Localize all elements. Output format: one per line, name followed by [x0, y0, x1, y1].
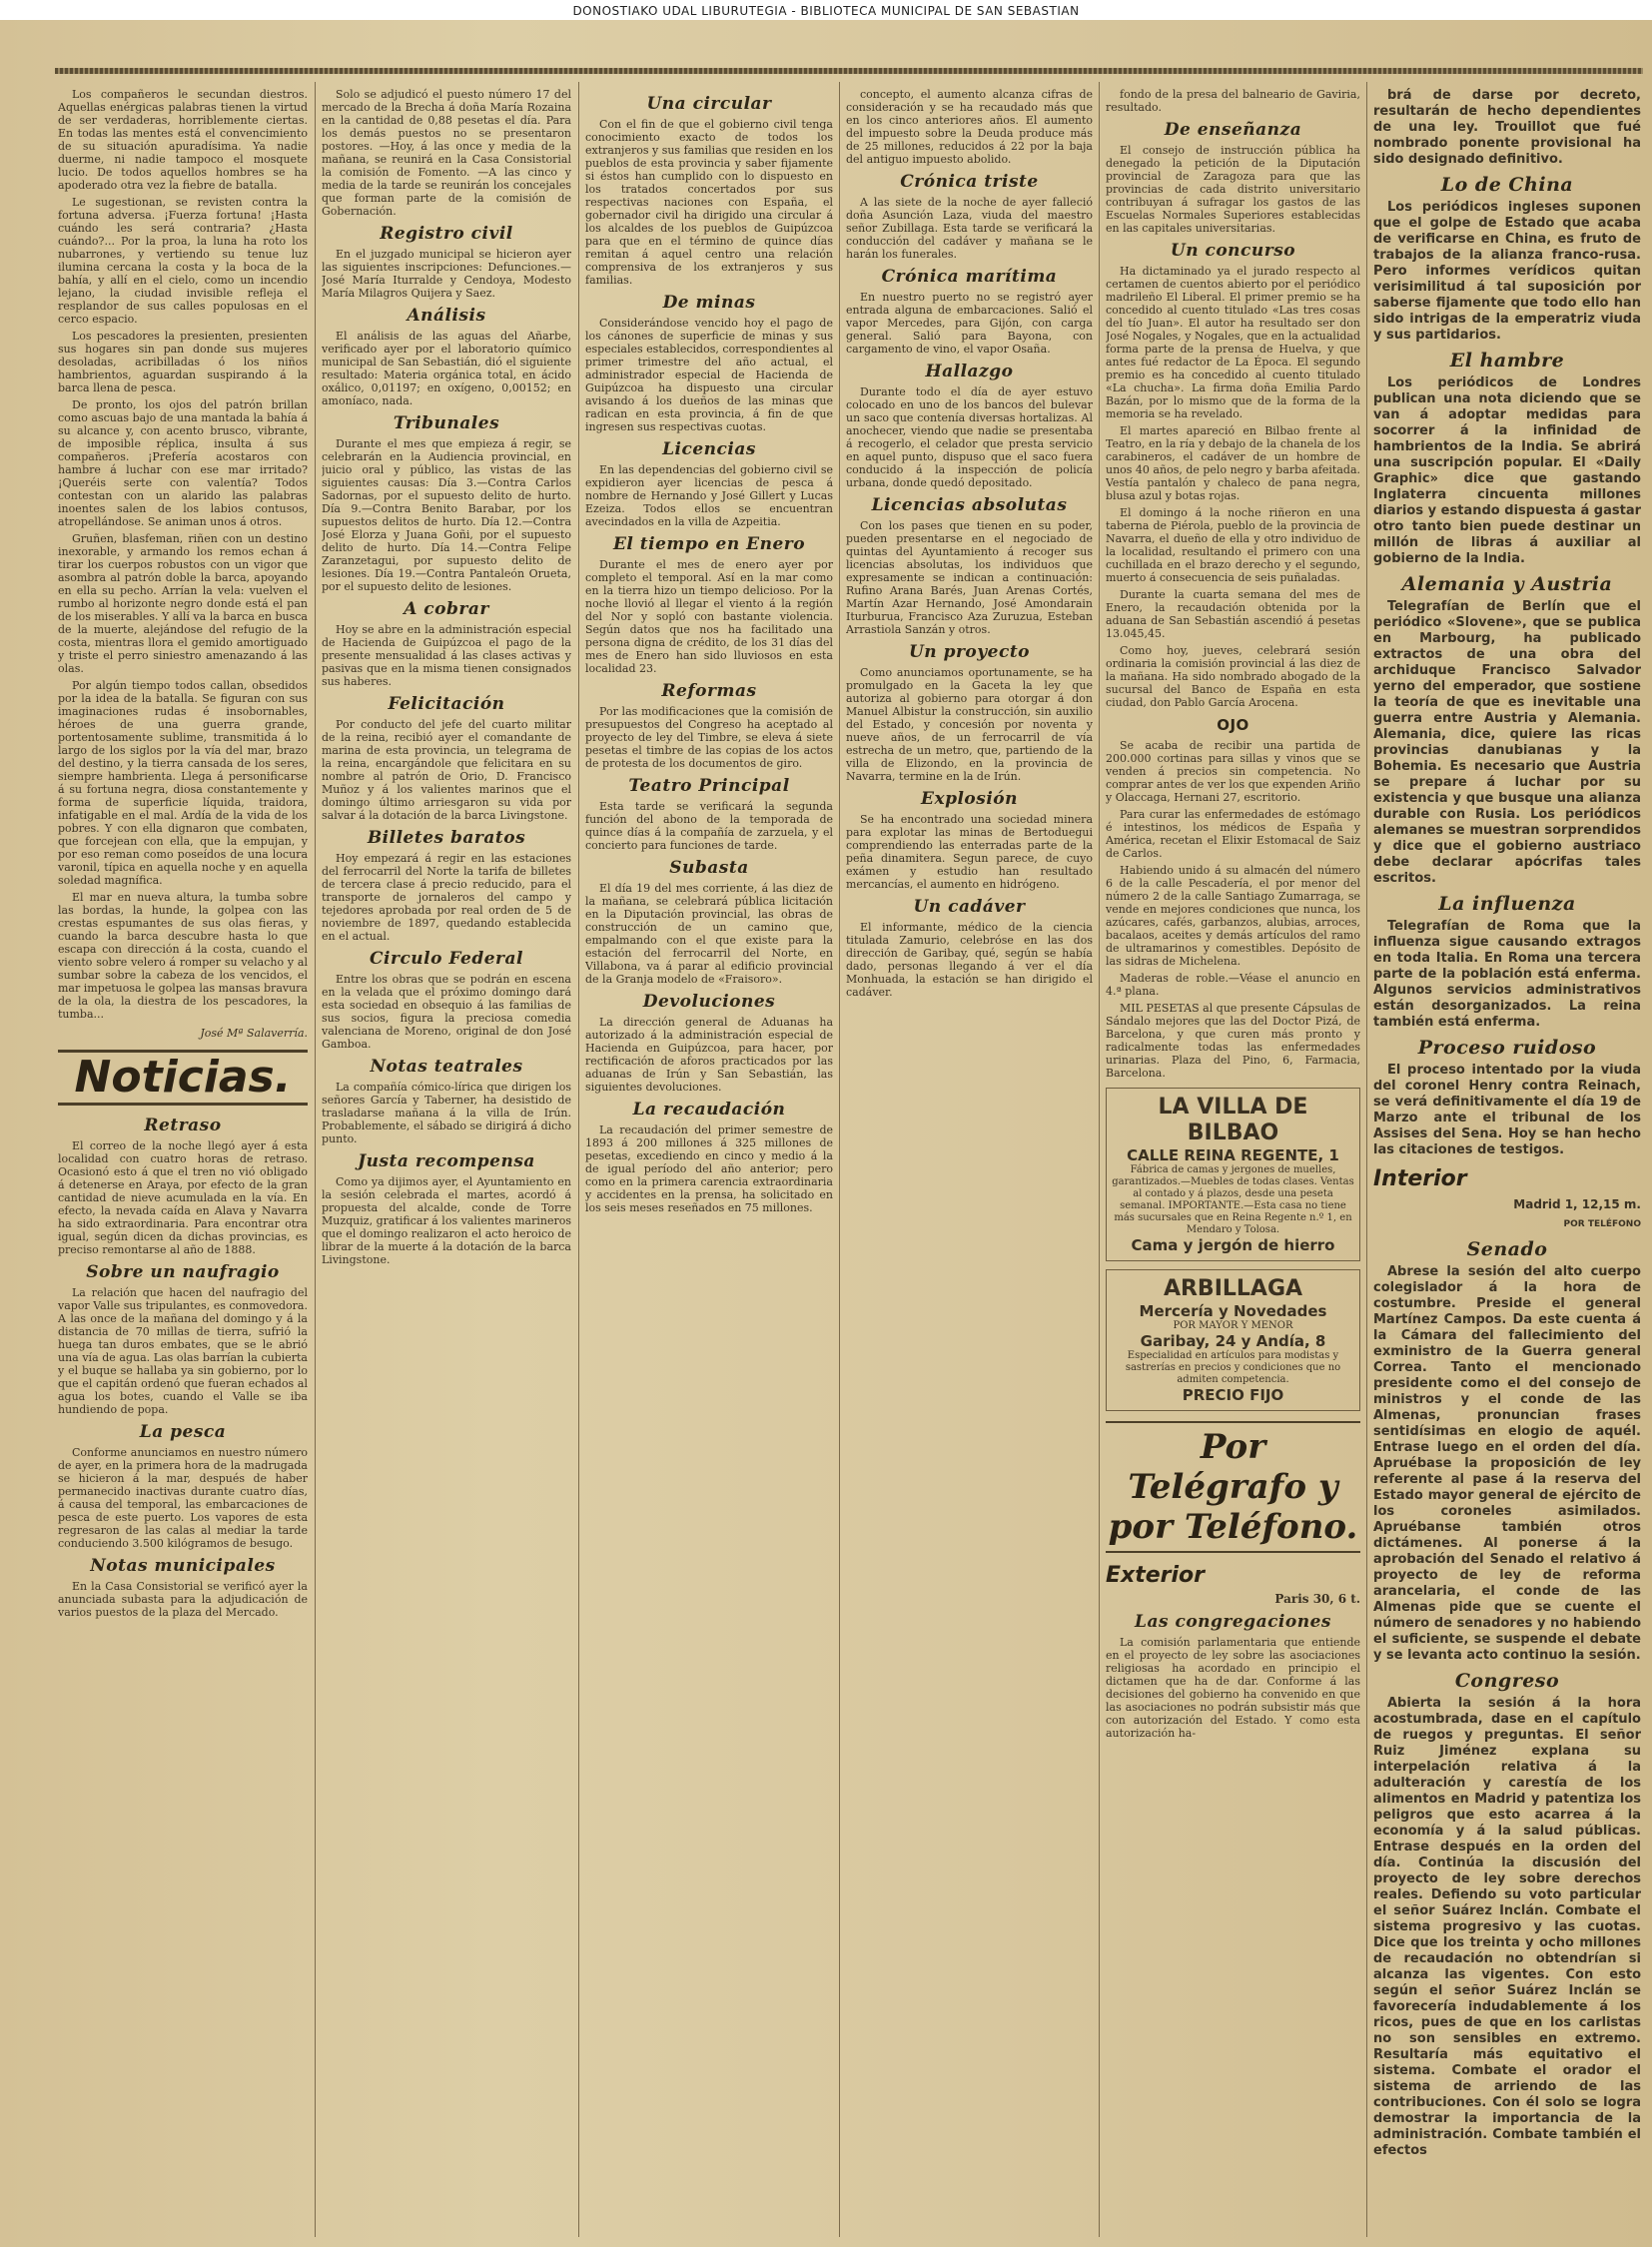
article-analisis: El análisis de las aguas del Añarbe, verificado ayer por el laboratorio químico municipal de San Sebastián, dió el siguiente resultado: Materia orgánica total, en ácido oxálico, 0,01197; en oxígeno, 0,00152; en amoníaco, nada. — [322, 330, 571, 407]
article-congreso: Abierta la sesión á la hora acostumbrada, dase en el capítulo de ruegos y preguntas. El señor Ruiz Jiménez explana su interpelación relativa á la adulteración y carestía de los alimentos en Madrid y patentiza los peligros que esto acarrea á la economía y á la salud públicas. Entrase después en la orden del día. Continúa la discusión del proyecto de ley sobre derechos reales. Defiendo su voto particular el señor Suárez Inclán. Combate el sistema progresivo y las cuotas. Dice que los treinta y ocho millones de recaudación no obtendrían si alcanza las vigentes. Con esto según el señor Suárez Inclán se favorecería indudablemente á los ricos, pues de que en los carlistas no son sensibles en extremo. Resultaría más equitativo el sistema. Combate el orador el sistema de arriendo de las contribuciones. Con él solo se logra demostrar la importancia de la administración. Combate también el efectos — [1373, 1696, 1641, 2158]
column-rule — [1099, 82, 1100, 2237]
article-reformas: Por las modificaciones que la comisión de presupuestos del Congreso ha aceptado al proyecto de ley del Timbre, se eleva á siete pesetas el timbre de las copias de los actos de protesta de los documentos de giro. — [585, 705, 833, 770]
headline-tribunales: Tribunales — [393, 413, 500, 433]
article-un-proyecto: Como anunciamos oportunamente, se ha promulgado en la Gaceta la ley que autoriza al gobierno para otorgar á don Manuel Albistur la construcción, sin auxilio del Estado, y concesión por noventa y nueve años, de un ferrocarril de vía estrecha de un metro, que, partiendo de la villa de Elizondo, en la provincia de Navarra, termine en la de Irún. — [846, 666, 1093, 783]
column-rule — [839, 82, 840, 2237]
headline-notas-teatrales: Notas teatrales — [370, 1057, 523, 1077]
headline-circulo: Circulo Federal — [370, 949, 523, 969]
article-concurso: Ha dictaminado ya el jurado respecto al certamen de cuentos abierto por el periódico madrileño El Liberal. El primer premio se ha concedido al cuento titulado «Las tres cosas del tío Juan». El autor ha resultado ser don José Nogales, y Nogales, que en la actualidad forma parte de la prensa de Huelva, y que antes fué redactor de La Época. El segundo premio es ha concedido al cuento titulado «La chucha». La firma doña Emilia Pardo Bazán, por lo mismo que de la forma de la memoria se ha revelado. — [1106, 265, 1360, 420]
article-ensenanza: El consejo de instrucción pública ha denegado la petición de la Diputación provincial de Zaragoza para que las provincias de cada distrito universitario contribuyan á sufragar los gastos de las Escuelas Normales Superiores establecidas en las capitales universitarias. — [1106, 144, 1360, 235]
column-rule — [578, 82, 579, 2237]
article-retraso: El correo de la noche llegó ayer á esta localidad con cuatro horas de retraso. Ocasionó esto á que el tren no vió obligado á detenerse en Araya, por efecto de la gran cantidad de nieve acumulada en la vía. En efecto, la nevada caída en Alava y Navarra ha sido extraordinaria. Para encontrar otra igual, según dicen da dichas provincias, es preciso remontarse al año de 1888. — [58, 1139, 308, 1256]
column-1 — [58, 88, 308, 2237]
article-felicitacion: Por conducto del jefe del cuarto militar de la reina, recibió ayer el comandante de marina de esta provincia, un telegrama de la reina, encargándole que felicitara en su nombre al patrón de Orio, D. Francisco Muñoz y á los valientes marinos que el domingo último arriesgaron su vida por salvar á la dotación de la barca Livingstone. — [322, 718, 571, 822]
headline-congregaciones: Las congregaciones — [1135, 1612, 1331, 1632]
article-hambre: Los periódicos de Londres publican una nota diciendo que se van á adoptar medidas para socorrer á la infinidad de hambrientos de la India. Se abrirá una suscripción popular. El «Daily Graphic» dice que gastando Inglaterra cincuenta millones diarios y estando dispuesta á gastar otro tanto bien puede destinar un millón de libras á auxiliar al gobierno de la India. — [1373, 375, 1641, 566]
noticias-banner: Noticias. — [58, 1050, 308, 1106]
article-cronica-maritima: En nuestro puerto no se registró ayer entrada alguna de embarcaciones. Salió el vapor Mercedes, para Gijón, con carga general. Salió para Bayona, con cargamento de vino, el vapor Osaña. — [846, 291, 1093, 356]
story-paragraph: Los compañeros le secundan diestros. Aquellas enérgicas palabras tienen la virtud de ser verdaderas, horriblemente ciertas. En todas las mentes está el convencimiento de su situación apuradísima. Ya nadie duerme, ni nadie tampoco el mosquete lucio. De todos aquellos hombres se ha apoderado otra vez la fiebre de batalla. — [58, 88, 308, 192]
article-intro: concepto, el aumento alcanza cifras de consideración y se ha recaudado más que en los cinco anteriores años. El aumento del impuesto sobre la Deuda produce más de 25 millones, reducidos á 22 por la baja del antiguo impuesto abolido. — [846, 88, 1093, 166]
section-exterior: Exterior — [1106, 1563, 1206, 1588]
headline-naufragio: Sobre un naufragio — [86, 1262, 280, 1282]
headline-pesca: La pesca — [139, 1422, 227, 1442]
article-tiempo: Durante el mes de enero ayer por completo el temporal. Así en la mar como en la tierra hizo un tiempo delicioso. Por la noche llovió al llegar el viento á la región del Nor y sopló con bastante violencia. Según datos que nos ha facilitado una persona digna de crédito, de los 31 días del mes de Enero han sido lluviosos en esta localidad 23. — [585, 558, 833, 675]
ad-villa-subtitle: CALLE REINA REGENTE, 1 — [1127, 1146, 1339, 1164]
column-4 — [846, 88, 1093, 2237]
headline-china: Lo de China — [1440, 174, 1574, 196]
ad-arbillaga-subtitle-2: POR MAYOR Y MENOR — [1173, 1320, 1293, 1331]
article-circular: Con el fin de que el gobierno civil tenga conocimiento exacto de todos los extranjeros y sus familias que residen en los pueblos de esta provincia y saber fijamente si éstos han cumplido con lo dispuesto en los tratados concertados por sus respectivas naciones con España, el gobernador civil ha dirigido una circular á los alcaldes de los pueblos de Guipúzcoa para que en el término de quince días remitan á aquel centro una relación comprensiva de los extranjeros y sus familias. — [585, 118, 833, 287]
column-5 — [1106, 88, 1360, 2237]
article-tribunales: Durante el mes que empieza á regir, se celebrarán en la Audiencia provincial, en juicio oral y público, las vistas de las siguientes causas: Día 3.—Contra Carlos Sadornas, por el supuesto delito de hurto. Día 9.—Contra Benito Barabar, por los supuestos delitos de hurto. Día 12.—Contra José Elorza y Juana Goñi, por el supuesto delito de hurto. Día 14.—Contra Felipe Zaranzetagui, por supuesto delito de lesiones. Día 19.—Contra Pantaleón Orueta, por el supuesto delito de lesiones. — [322, 437, 571, 593]
headline-senado: Senado — [1466, 1238, 1548, 1260]
ad-capsulas: MIL PESETAS al que presente Cápsulas de Sándalo mejores que las del Doctor Pizá, de Barcelona, y que curen más pronto y radicalmente todas las enfermedades urinarias. Plaza del Pino, 6, Farmacia, Barcelona. — [1106, 1002, 1360, 1080]
story-paragraph: Por algún tiempo todos callan, obsedidos por la idea de la batalla. Se figuran con sus imaginaciones rudas é insobornables, héroes de una guerra grande, portentosamente sublime, transmitida á lo largo de los siglos por la vía del mar, brazo del destino, y la tierra cansada de los seres, siempre hambrienta. Llega á personificarse á su fortuna negra, diosa constantemente y forma de superficie líquida, traidora, infatigable en el mal. Ardía de la vida de los pobres. Y con ella dignaron que combaten, que forcejean con ella, que la empujan, y por eso reman como poseídos de una locura varonil, típica en aquella noche y en aquella soledad magnífica. — [58, 679, 308, 887]
article-circulo: Entre los obras que se podrán en escena en la velada que el próximo domingo dará esta sociedad en obsequio á las familias de sus socios, figura la preciosa comedia valenciana de Moreno, original de don José Gamboa. — [322, 973, 571, 1051]
ad-villa-text: Fábrica de camas y jergones de muelles, garantizados.—Muebles de todas clases. Ventas al contado y á plazos, desde una peseta semanal. IMPORTANTE.—Esta casa no tiene más sucursales que en Reina Regente n.º 1, en Mendaro y Tolosa. — [1112, 1164, 1354, 1235]
article-recaudacion: La recaudación del primer semestre de 1893 á 200 millones á 325 millones de pesetas, excediendo en cinco y medio á la de igual período del año anterior; pero como en la primera carencia extraordinaria y accidentes en la prensa, ha solicitado en los seis meses reseñados en 75 millones. — [585, 1124, 833, 1214]
headline-felicitacion: Felicitación — [388, 694, 505, 714]
headline-teatro: Teatro Principal — [628, 776, 790, 796]
article-nombramiento: Como hoy, jueves, celebrará sesión ordinaria la comisión provincial á las diez de la mañana. Ha sido nombrado abogado de la sucursal del Banco de España en esta ciudad, don Pablo García Arocena. — [1106, 644, 1360, 709]
article-billetes: Hoy empezará á regir en las estaciones del ferrocarril del Norte la tarifa de billetes de tercera clase á precio reducido, para el transporte de jornaleros del campo y tejedores aprobada por real orden de 5 de noviembre de 1897, quedando establecida en el actual. — [322, 852, 571, 943]
article-subasta: El día 19 del mes corriente, á las diez de la mañana, se celebrará pública licitación en la Diputación provincial, las obras de construcción de un camino que, empalmando con el que existe para la estación del ferrocarril del Norte, en Villabona, va á parar al edificio provincial de la Granja modelo de «Fraisoro». — [585, 882, 833, 986]
headline-circular: Una circular — [646, 94, 772, 114]
ad-villa-de-bilbao — [1106, 1088, 1360, 1261]
library-header-band — [0, 0, 1652, 20]
headline-alemania: Alemania y Austria — [1401, 573, 1613, 595]
ad-maderas: Maderas de roble.—Véase el anuncio en 4.ª plana. — [1106, 972, 1360, 998]
headline-reformas: Reformas — [661, 681, 757, 701]
column-2 — [322, 88, 571, 2237]
story-paragraph: Le sugestionan, se revisten contra la fortuna adversa. ¡Fuerza fortuna! ¡Hasta cuándo les será contraria? ¿Hasta cuándo?... Por la proa, la luna ha roto los nubarrones, y vertiendo su tenue luz ilumina cercana la costa y la boca de la bahía, y allí en el cielo, como un incendio lejano, la ciudad invisible refleja el resplandor de sus calles populosas en el cerco espacio. — [58, 196, 308, 326]
article-congregaciones: La comisión parlamentaria que entiende en el proyecto de ley sobre las asociaciones religiosas ha acordado en principio el dictamen que ha de dar. Conforme á las decisiones del gobierno ha convenido en que las asociaciones no podrán subsistir más que con autorización del Estado. Y como esta autorización ha- — [1106, 1636, 1360, 1740]
article-pesca: Conforme anunciamos en nuestro número de ayer, en la primera hora de la madrugada se hicieron á la mar, después de haber permanecido inactivas durante cuatro días, á causa del temporal, las embarcaciones de pesca de este puerto. Los vapores de esta regresaron de las calas al mediar la tarde conduciendo 3.500 kilógramos de besugo. — [58, 1446, 308, 1550]
article-intro: brá de darse por decreto, resultarán de hecho dependientes de una ley. Trouillot que fué nombrado ponente provisional ha sido designado definitivo. — [1373, 88, 1641, 167]
ad-almacen: Habiendo unido á su almacén del número 6 de la calle Pescadería, el por menor del número 2 de la calle Santiago Zumarraga, se vende en mejores condiciones que nunca, los azúcares, cafés, garbanzos, alubias, arroces, bacalaos, aceites y demás artículos del ramo de ultramarinos y comestibles. Depósito de las sidras de Michelena. — [1106, 864, 1360, 968]
headline-explosion: Explosión — [920, 789, 1018, 809]
article-alemania: Telegrafían de Berlín que el periódico «Slovene», que se publica en Marbourg, ha publicado extractos de una obra del archiduque Francisco Salvador yerno del emperador, que sostiene la teoría de que es inevitable una guerra entre Austria y Alemania. Alemania, dice, quiere las ricas provincias danubianas y la Bohemia. Es necesario que Austria se prepare á luchar por su existencia y que busque una alianza durable con Rusia. Los periódicos alemanes se muestran sorprendidos y dice que el gobierno austriaco debe declarar apócrifas tales escritos. — [1373, 599, 1641, 886]
headline-cronica-maritima: Crónica marítima — [881, 267, 1058, 287]
article-licencias: En las dependencias del gobierno civil se expidieron ayer licencias de pesca á nombre de Hernando y José Gillert y Lucas Ezeiza. Todos ellos se encuentran avecindados en la villa de Azpeitia. — [585, 463, 833, 528]
dateline-paris: Paris 30, 6 t. — [1274, 1592, 1360, 1606]
article-notas-teatrales: La compañía cómico-lírica que dirigen los señores García y Taberner, ha desistido de trasladarse mañana á la villa de Irún. Probablemente, el sábado se dirigirá á dicho punto. — [322, 1081, 571, 1145]
headline-un-proyecto: Un proyecto — [908, 642, 1031, 662]
article-explosion: Se ha encontrado una sociedad minera para explotar las minas de Bertoduegui comprendiendo las enterradas parte de la peña dinamitera. Segun parece, de cuyo exámen y estudio han resultado mercancías, el aumento en hidrógeno. — [846, 813, 1093, 891]
headline-subasta: Subasta — [669, 858, 749, 878]
ad-elixir: Para curar las enfermedades de estómago é intestinos, los médicos de España y América, recetan el Elixir Estomacal de Saiz de Carlos. — [1106, 808, 1360, 860]
ad-arbillaga-subtitle: Mercería y Novedades — [1139, 1302, 1327, 1320]
article-devoluciones: La dirección general de Aduanas ha autorizado á la administración especial de Hacienda en Guipúzcoa, para hacer, por rectificación de aforos practicados por las aduanas de Irún y San Sebastián, las siguientes devoluciones. — [585, 1016, 833, 1094]
headline-un-cadaver: Un cadáver — [913, 897, 1026, 917]
article-un-cadaver: El informante, médico de la ciencia titulada Zamurio, celebróse en las dos dirección de Garibay, qué, según se había dado, personas llegando á ver el día Monhuada, la estación se han dirigido el cadáver. — [846, 921, 1093, 999]
headline-proceso: Proceso ruidoso — [1417, 1037, 1597, 1059]
headline-congreso: Congreso — [1454, 1670, 1560, 1692]
article-hallazgo: Durante todo el día de ayer estuvo colocado en uno de los bancos del bulevar un saco que contenía diversas hortalizas. Al anochecer, viendo que nadie se presentaba á recogerlo, el celador que presta servicio en aquel punto, dispuso que el saco fuera conducido á la inspección de policía urbana, donde quedó depositado. — [846, 385, 1093, 489]
ad-arbillaga-tag: PRECIO FIJO — [1182, 1386, 1284, 1404]
headline-cronica-triste: Crónica triste — [900, 172, 1039, 192]
headline-ensenanza: De enseñanza — [1164, 120, 1302, 140]
headline-hallazgo: Hallazgo — [925, 362, 1014, 381]
story-paragraph: De pronto, los ojos del patrón brillan como ascuas bajo de una mantada la bahía á su alcance y, con acento brusco, vibrante, de imposible réplica, insulta á sus compañeros. ¡Prefería acostaros con hambre á luchar con ese mar irritado? ¡Queréis serte con valentía? Todos contestan con un alarido las palabras inoentes salen de los labios contusos, atropellándose. Se animan unos á otros. — [58, 398, 308, 528]
headline-registro-civil: Registro civil — [380, 224, 513, 244]
ad-villa-tag: Cama y jergón de hierro — [1131, 1236, 1335, 1254]
column-rule — [1366, 82, 1367, 2237]
headline-tiempo: El tiempo en Enero — [612, 534, 806, 554]
article-intro: fondo de la presa del balneario de Gaviria, resultado. — [1106, 88, 1360, 114]
article-licencias-absolutas: Con los pases que tienen en su poder, pueden presentarse en el negociado de quintas del Ayuntamiento á recoger sus licencias absolutas, los individuos que expresamente se indican a continuación: Rufino Arana Barés, Juan Arenas Cortés, Martín Azar Hernando, José Amondarain Iturburua, Francisco Aza Zuruzua, Esteban Arrastiola Sanzán y otros. — [846, 519, 1093, 636]
headline-concurso: Un concurso — [1170, 241, 1296, 261]
column-rule — [315, 82, 316, 2237]
column-6 — [1373, 88, 1641, 2237]
headline-ojo: OJO — [1217, 716, 1249, 734]
article-cronica-triste: A las siete de la noche de ayer falleció doña Asunción Laza, viuda del maestro señor Zubillaga. Esta tarde se verificará la conducción del cadáver y mañana se le harán los funerales. — [846, 196, 1093, 261]
headline-influenza: La influenza — [1438, 893, 1576, 915]
section-interior: Interior — [1373, 1166, 1467, 1191]
library-header-title: DONOSTIAKO UDAL LIBURUTEGIA - BIBLIOTECA MUNICIPAL DE SAN SEBASTIAN — [572, 4, 1080, 18]
telegrafo-banner: Por Telégrafo y por Teléfono. — [1106, 1421, 1360, 1553]
article-intro: Solo se adjudicó el puesto número 17 del mercado de la Brecha á doña María Rozaina en la cantidad de 0,88 pesetas el día. Para los demás puestos no se presentaron postores. —Hoy, á las once y media de la mañana, se reunirá en la Casa Consistorial la comisión de Fomento. —A las cinco y media de la tarde se reunirán los concejales que forman parte de la comisión de Gobernación. — [322, 88, 571, 218]
article-minas: Considerándose vencido hoy el pago de los cánones de superficie de minas y sus especiales establecidos, correspondientes al primer trimestre del año actual, el administrador especial de Hacienda de Guipúzcoa ha dispuesto una circular avisando á los dueños de las minas que radican en esta provincia, á fin de que ingresen sus respectivas cuotas. — [585, 317, 833, 433]
headline-analisis: Análisis — [407, 306, 486, 326]
article-proceso: El proceso intentado por la viuda del coronel Henry contra Reinach, se verá definitivamente el día 19 de Marzo ante el tribunal de los Assises del Sena. Hoy se han hecho las citaciones de testigos. — [1373, 1063, 1641, 1157]
article-senado: Abrese la sesión del alto cuerpo colegislador á la hora de costumbre. Preside el general Martínez Campos. Da este cuenta á la Cámara del fallecimiento del exministro de la Guerra general Correa. Tanto el mencionado presidente como el del consejo de ministros y el conde de las Almenas, pronuncian frases sentidísimas en elogio de aquél. Entrase luego en el orden del día. Apruébase la proposición de ley referente al pase á la reserva del Estado mayor general de ejército de los coroneles asimilados. Apruébanse también otros dictámenes. Al ponerse á la aprobación del Senado el relativo á proyecto de ley de reforma arancelaria, el conde de las Almenas pide que se cuente el número de senadores y no habiendo el suficiente, se suspende el debate y se levanta acto continuo la sesión. — [1373, 1264, 1641, 1663]
column-3 — [585, 88, 833, 2237]
masthead-rule — [55, 68, 1643, 74]
article-teatro: Esta tarde se verificará la segunda función del abono de la temporada de quince días á la compañía de zarzuela, y el concierto para funciones de tarde. — [585, 800, 833, 852]
article-recaudacion-aduana: Durante la cuarta semana del mes de Enero, la recaudación obtenida por la aduana de San Sebastián ascendió á pesetas 13.045,45. — [1106, 588, 1360, 640]
article-justa-recompensa: Como ya dijimos ayer, el Ayuntamiento en la sesión celebrada el martes, acordó á propuesta del alcalde, conde de Torre Muzquiz, gratificar á los valientes marineros que el domingo realizaron el acto heroico de librar de la muerte á la dotación de la barca Livingstone. — [322, 1175, 571, 1266]
ad-arbillaga-address: Garibay, 24 y Andía, 8 — [1140, 1332, 1326, 1350]
ad-ojo: Se acaba de recibir una partida de 200.000 cortinas para sillas y vinos que se venden á precios sin competencia. No comprar antes de ver los que expenden Ariño y Olaccaga, Hernani 27, escritorio. — [1106, 739, 1360, 804]
story-signature: José Mª Salaverría. — [200, 1027, 308, 1040]
article-a-cobrar: Hoy se abre en la administración especial de Hacienda de Guipúzcoa el pago de la presente mensualidad á las clases activas y pasivas que en la misma tienen consignados sus haberes. — [322, 623, 571, 688]
headline-hambre: El hambre — [1449, 350, 1565, 372]
headline-licencias: Licencias — [662, 439, 756, 459]
headline-minas: De minas — [662, 293, 756, 313]
headline-retraso: Retraso — [144, 1116, 222, 1135]
headline-recaudacion: La recaudación — [632, 1100, 786, 1120]
ad-arbillaga-text: Especialidad en artículos para modistas y sastrerías en precios y condiciones que no admiten competencia. — [1125, 1350, 1341, 1385]
ad-arbillaga-title: ARBILLAGA — [1163, 1276, 1303, 1301]
story-paragraph: Gruñen, blasfeman, riñen con un destino inexorable, y armando los remos echan á tirar los cuerpos robustos con un vigor que asombra al patrón doble la barca, apoyando en ella su pecho. Arrían la vela: vuelven el rumbo al horizonte negro donde está el pan de los miserables. Y allí va la barca en busca de la muerte, alejándose del refugio de la costa, mientras llora el gemido amortiguado y triste el perro siniestro amenazando á las olas. — [58, 532, 308, 675]
story-paragraph: El mar en nueva altura, la tumba sobre las bordas, la hunde, la golpea con las crestas espumantes de sus olas fieras, y cuando la barca descubre hasta lo que escapa con dirección á la costa, cuando el viento sobre velero á romper su velacho y al sumbar sobre la cabeza de los vencidos, el mar impetuosa le golpea las mansas bravura de la ola, la diestra de los pescadores, la tumba... — [58, 891, 308, 1021]
article-notas-municipales: En la Casa Consistorial se verificó ayer la anunciada subasta para la adjudicación de varios puestos de la plaza del Mercado. — [58, 1580, 308, 1619]
headline-a-cobrar: A cobrar — [404, 599, 489, 619]
headline-billetes: Billetes baratos — [367, 828, 526, 848]
headline-notas-municipales: Notas municipales — [90, 1556, 276, 1576]
ad-villa-title: LA VILLA DE BILBAO — [1158, 1095, 1308, 1145]
headline-devoluciones: Devoluciones — [642, 992, 776, 1012]
story-paragraph: Los pescadores la presienten, presienten sus hogares sin pan donde sus mujeres desoladas, acribilladas ó los niños hambrientos, aguardan suspirando á la barca llena de pesca. — [58, 330, 308, 394]
dateline-telefono: POR TELÉFONO — [1563, 1219, 1641, 1229]
article-china: Los periódicos ingleses suponen que el golpe de Estado que acaba de verificarse en China, es fruto de trabajos de la alianza franco-rusa. Pero informes verídicos quitan verisimilitud á tal suposición por saberse fijamente que todo ello han sido intrigas de la emperatriz viuda y sus partidarios. — [1373, 200, 1641, 343]
dateline-madrid: Madrid 1, 12,15 m. — [1513, 1197, 1641, 1211]
article-registro-civil: En el juzgado municipal se hicieron ayer las siguientes inscripciones: Defunciones.—José María Iturralde y Cendoya, Modesto María Milagros Quijera y Saez. — [322, 248, 571, 300]
headline-justa-recompensa: Justa recompensa — [358, 1151, 535, 1171]
article-influenza: Telegrafían de Roma que la influenza sigue causando extragos en toda Italia. En Roma una tercera parte de la población está enferma. Algunos servicios administrativos están desorganizados. La reina también está enferma. — [1373, 919, 1641, 1030]
ad-arbillaga — [1106, 1269, 1360, 1411]
headline-licencias-absolutas: Licencias absolutas — [871, 495, 1068, 515]
article-naufragio: La relación que hacen del naufragio del vapor Valle sus tripulantes, es conmovedora. A las once de la mañana del domingo y á la distancia de 70 millas de tierra, sufrió la huega tan duros embates, que se le abrió una vía de agua. Las olas barrían la cubierta y el buque se hallaba ya sin gobierno, por lo que el capitán ordenó que fueran echados al agua los botes, cuando el Valle se iba hundiendo de popa. — [58, 1286, 308, 1416]
article-martes: El martes apareció en Bilbao frente al Teatro, en la ría y debajo de la chanela de los carabineros, el cadáver de un hombre de unos 40 años, de pelo negro y barba afeitada. Vestía pantalón y chaleco de pana negra, blusa azul y botas rojas. — [1106, 424, 1360, 502]
article-domingo: El domingo á la noche riñeron en una taberna de Piérola, pueblo de la provincia de Navarra, el dueño de ella y otro individuo de la localidad, resultando el primero con una cuchillada en el brazo derecho y el segundo, muerto á consecuencia de seis puñaladas. — [1106, 506, 1360, 584]
